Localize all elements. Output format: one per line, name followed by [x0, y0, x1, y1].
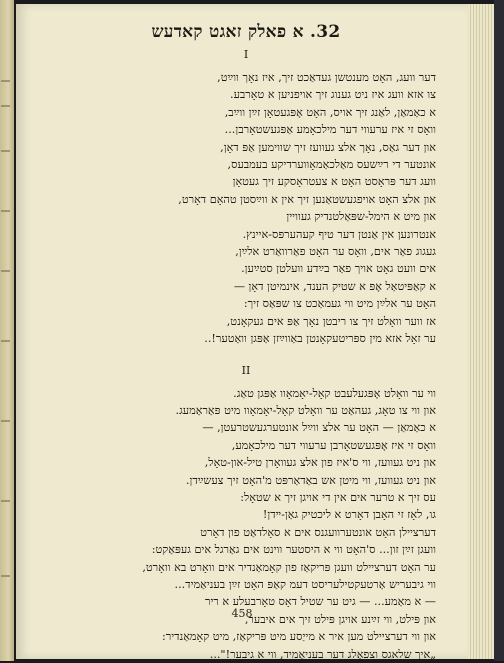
poem-line: וועגן זײַן זון... ס'האָט ווי א היסטער ווינט אים גאַרגל אים געפּאַקט:	[56, 541, 436, 558]
page-number: 458	[16, 607, 468, 620]
poem-line: אנטרונען אין אַנטן דער טיף קעהערפּס-איינץ.	[56, 226, 436, 243]
section-gap	[56, 348, 436, 364]
text-fragment	[1, 105, 10, 107]
text-fragment	[1, 575, 10, 577]
poem-line: אים וועט גאָט אויך פאַר בײַדע וועלטן סטײַען.	[56, 260, 436, 277]
poem-line: און אלצ האָט אויפגעשטאַנען זיך אין א ווײַסטן טהאָם דאָרט,	[56, 191, 436, 208]
poem-line: גו, לאָז זי האָבן דאָרט א ליכטיק גאַן-ײדן!	[56, 506, 436, 523]
text-fragment	[1, 500, 10, 502]
poem-line: עס זיך א טרער אים אין די אויגן זיך א שטאָל:	[56, 489, 436, 506]
poem-line: וואָס זי איז אָפּגעשטאָרבן ערעווי דער מילכאָמע,	[56, 437, 436, 454]
poem-line: דער וועג, האָט מענטשן געדאַכט זיך, איז נאָך ווײַט,	[56, 69, 436, 86]
poem-section-2	[56, 385, 436, 663]
poem-line: און דער גאַס, נאָך אלצ געוועז זיך שווימען אַפּ דאָן,	[56, 139, 436, 156]
page-stack-edge	[468, 4, 494, 659]
poem-line: און מיט א הימל-שפּאַלטנדיק געוויין	[56, 208, 436, 225]
poem-line: א כאַמאַן — האָט ער אלצ ווײַל אונטערגעשטרעטן, —	[56, 419, 436, 436]
poem-line: און ניט געוועז, ווי מיטן אש באַדאַרפּט מ'האָט זיך צעשײַדן.	[56, 472, 436, 489]
section-number-1: I	[56, 48, 436, 61]
text-fragment	[1, 340, 10, 342]
poem-line: אונטער די רײַשעס מאַלכאַמאָווערדיקע בעמבעס,	[56, 156, 436, 173]
poem-line: א כאַמאַן, לאַנג זיך אויס, האָט אָפּגעטאָן זײַן ווײַב,	[56, 104, 436, 121]
poem-line: ווי גיבעריש אַרטעקטילעריסט דעמ קאַפּ האָט זײַן בעניאַמיד...	[56, 576, 436, 593]
page-content	[56, 22, 436, 663]
poem-line: האָט ער אלײַן מיט ווי געמאַכט צו שפּאַס זיך:	[56, 295, 436, 312]
text-fragment	[1, 270, 10, 272]
poem-line: דערציילן האָט אונטערוועגנס אים א סאָלדאַט פון דאָרט	[56, 524, 436, 541]
poem-line: וואָס זי איז ערעווי דער מילכאָמע אַפּגעשטאָרבן...	[56, 121, 436, 138]
poem-line: ווי ער וואָלט אָפּגעלעבט קאָל-יאָמאָוו אַפּגן טאַג.	[56, 385, 436, 402]
left-page-edge	[0, 0, 14, 661]
book-cover-edge	[494, 0, 504, 661]
poem-line: און ניט געוועז, ווי ס'איז פון אלצ געוואָרן טיל-און-טאָל,	[56, 454, 436, 471]
poem-line: און ווי דערציילט מען איר א מייַסע מיט פּריקאַז, מיט קאָמאַנדיר:	[56, 628, 436, 645]
section-number-2: II	[56, 364, 436, 377]
poem-title: 32. א פאלק זאגט קאדעש	[56, 22, 436, 42]
poem-line: „איך שלאָגס וצפאַלג דער בעניאַמיד, ווי א גיבער!"...	[56, 646, 436, 663]
text-fragment	[1, 150, 10, 152]
poem-line: און ווי צו טאָג, געהאַט ער וואָלט קאָל-יאָמאָוו מיט פּאַראַמעג.	[56, 402, 436, 419]
poem-line: אז ווער וואָלט זיך צו ריבטן נאָך אַפּ אים געקאָנט,	[56, 313, 436, 330]
text-fragment	[1, 420, 10, 422]
poem-line: א קאַפּיטאַל אָפּ א שטיק הענד, אינמיטן דאָן —	[56, 278, 436, 295]
poem-line: ער זאָל אזא מין ספּריטעקאָנטן באַווײַזן אַפּגן וואַטער!..	[56, 330, 436, 347]
poem-section-1	[56, 69, 436, 348]
text-fragment	[1, 80, 10, 82]
poem-line: ער האָט דערציילט וועגן פּריקאַז פון קאָמאַנדיר אים וואָרט בא וואָרט,	[56, 559, 436, 576]
poem-line: געגוג פאַר אים, וואָס ער האָט פאַרוואַרט אלײַן,	[56, 243, 436, 260]
book-page	[16, 4, 468, 659]
poem-line: און פּילט, ווי זײַנע אויגן פּילט זיך אים איבער,	[56, 611, 436, 628]
poem-line: צו אזא וועג איז ניט גענוג זיך אויפניען א טאָרבע.	[56, 86, 436, 103]
poem-line: וועג דער פּראָסט האָט א צעטראָסקע זיך געטאָן	[56, 173, 436, 190]
poem-line: — א מאַמע... — גיט ער שטיל דאָס טאָרבעלע א ריר	[56, 593, 436, 610]
text-fragment	[1, 210, 10, 212]
